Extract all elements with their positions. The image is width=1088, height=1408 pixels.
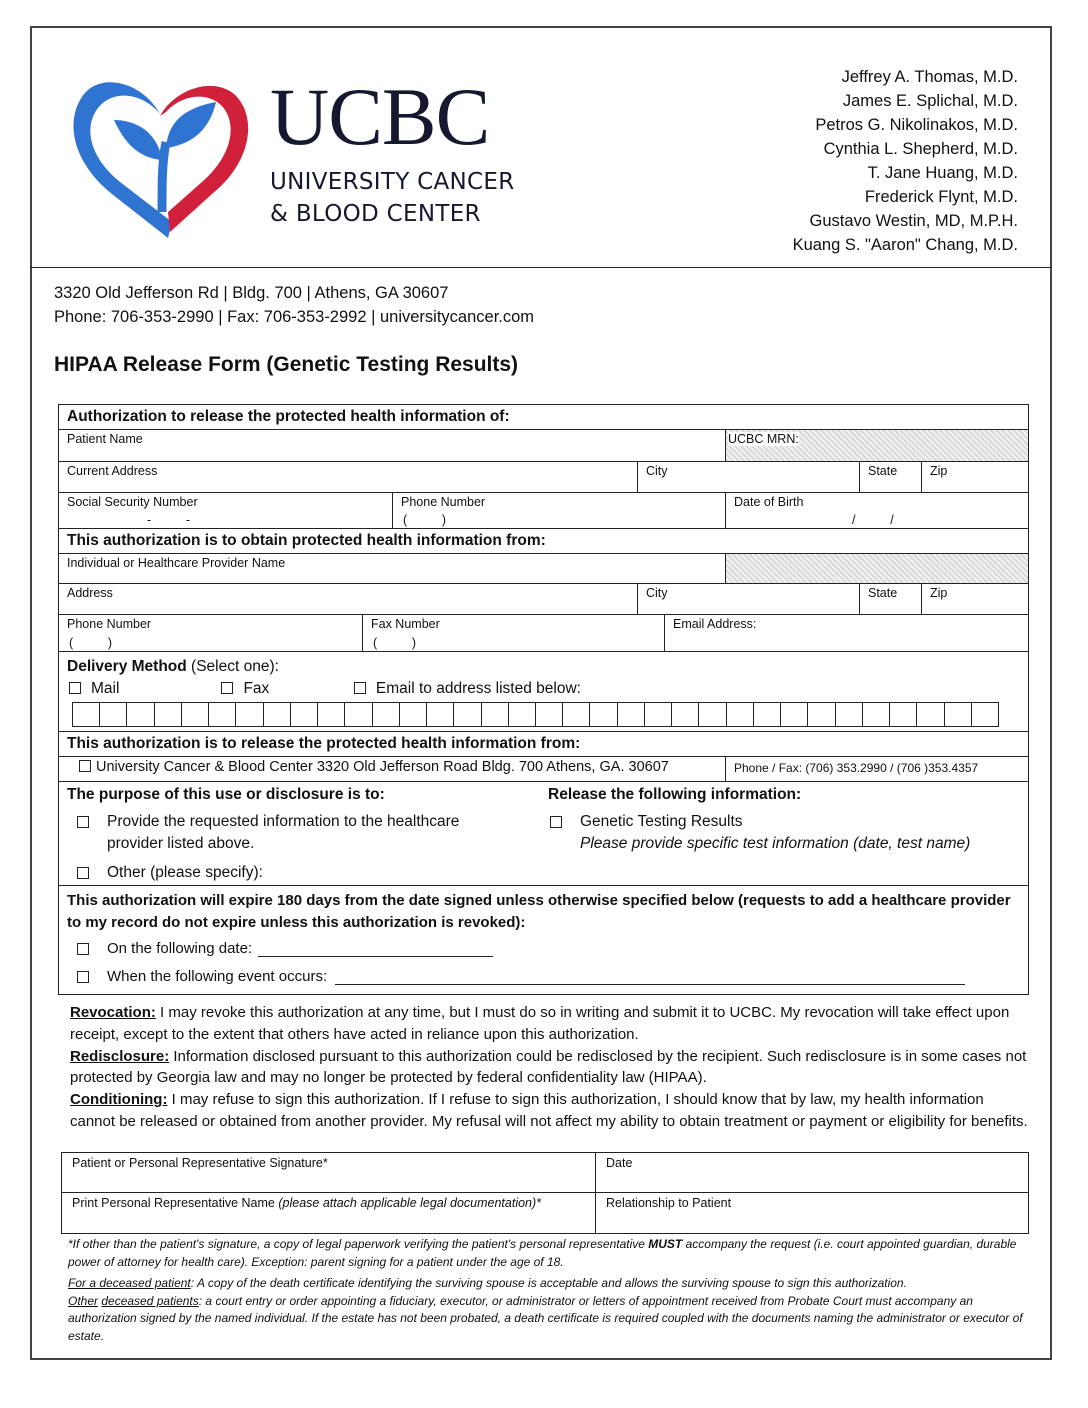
- email-char-box[interactable]: [400, 703, 427, 726]
- expire-date-input[interactable]: [258, 941, 493, 957]
- signature-date-field[interactable]: [596, 1153, 1028, 1192]
- other-label-2: deceased patients: [101, 1293, 199, 1308]
- physician-name: Jeffrey A. Thomas, M.D.: [841, 68, 1018, 86]
- provider-contact-row: [59, 615, 1028, 652]
- dob-label: Date of Birth: [734, 495, 804, 509]
- email-char-box[interactable]: [972, 703, 998, 726]
- brand-line-1: UNIVERSITY CANCER: [270, 169, 515, 195]
- checkbox-icon[interactable]: [69, 682, 81, 694]
- redisclosure-paragraph: [70, 1046, 1030, 1090]
- release-from-heading: This authorization is to release the protected health information from:: [67, 735, 581, 752]
- representative-row: [62, 1193, 1028, 1233]
- delivery-mail-option[interactable]: [69, 678, 217, 700]
- mrn-label: UCBC MRN:: [728, 432, 799, 446]
- delivery-options: [59, 678, 1028, 700]
- expire-event-option[interactable]: [67, 966, 1020, 988]
- conditioning-paragraph: [70, 1089, 1030, 1133]
- representative-name-field[interactable]: [62, 1193, 596, 1233]
- deceased-label: For a deceased patient: [68, 1276, 191, 1290]
- email-char-box[interactable]: [781, 703, 808, 726]
- email-char-box[interactable]: [727, 703, 754, 726]
- email-char-box[interactable]: [345, 703, 372, 726]
- signature-table: [61, 1152, 1029, 1234]
- checkbox-icon[interactable]: [221, 682, 233, 694]
- genetic-testing-option[interactable]: [548, 811, 1020, 856]
- footnote-emphasis: MUST: [648, 1237, 683, 1251]
- email-char-box[interactable]: [373, 703, 400, 726]
- expire-event-input[interactable]: [335, 969, 965, 985]
- revocation-label: Revocation:: [70, 1004, 156, 1021]
- provider-phone-field[interactable]: [59, 615, 363, 651]
- ssn-hint: - -: [147, 513, 191, 527]
- ucbc-release-label: University Cancer & Blood Center 3320 Old Jefferson Road Bldg. 700 Athens, GA. 30607: [96, 759, 669, 775]
- option-label: Other (please specify):: [107, 863, 263, 881]
- patient-city-field[interactable]: [638, 462, 860, 492]
- delivery-heading: [59, 656, 1028, 678]
- ssn-field[interactable]: [59, 493, 393, 528]
- deceased-footnote: [68, 1275, 1028, 1345]
- legal-terms: [70, 1002, 1030, 1133]
- header-divider: [30, 267, 1052, 268]
- provider-phone-label: Phone Number: [67, 617, 152, 631]
- option-label: Genetic Testing Results: [580, 812, 743, 830]
- patient-section-heading: Authorization to release the protected health information of:: [67, 408, 510, 425]
- release-from-row: [59, 757, 1028, 782]
- expiration-section: [59, 886, 1028, 994]
- email-char-box[interactable]: [100, 703, 127, 726]
- email-character-boxes[interactable]: [72, 702, 999, 727]
- mrn-field: [726, 430, 1028, 461]
- purpose-release-row: [59, 782, 1028, 886]
- redisclosure-label: Redisclosure:: [70, 1047, 170, 1065]
- revocation-paragraph: [70, 1002, 1030, 1046]
- footnote-text: *If other than the patient's signature, a copy of legal paperwork verifying the patient's personal representative: [68, 1237, 649, 1251]
- email-char-box[interactable]: [236, 703, 263, 726]
- provider-name-label: Individual or Healthcare Provider Name: [67, 556, 286, 570]
- city-label: City: [646, 464, 668, 478]
- authorization-form: [58, 404, 1029, 995]
- email-char-box[interactable]: [291, 703, 318, 726]
- email-char-box[interactable]: [836, 703, 863, 726]
- fax-hint: ( ): [373, 636, 417, 650]
- physician-name: T. Jane Huang, M.D.: [867, 164, 1018, 182]
- checkbox-icon[interactable]: [79, 760, 91, 772]
- email-char-box[interactable]: [536, 703, 563, 726]
- patient-name-row: [59, 430, 1028, 462]
- conditioning-text: I may refuse to sign this authorization. If I refuse to sign this authorization, I should know that by law, my health information cannot be released or obtained from another provider. My refusal will not affect my ability to obtain treatment or payment or eligibility for benefits.: [70, 1091, 1028, 1130]
- footnote-text: accompany the request (i.e. court appointed guardian, durable power of attorney for health care). Exception: parent signing for a patient under the age of 18.: [68, 1237, 1017, 1269]
- ucbc-release-option[interactable]: [59, 757, 726, 781]
- ucbc-phone-fax: Phone / Fax: (706) 353.2990 / (706 )353.4357: [734, 761, 979, 775]
- delivery-heading-bold: Delivery Method: [67, 658, 187, 675]
- email-char-box[interactable]: [945, 703, 972, 726]
- patient-section-heading-row: [59, 405, 1028, 430]
- email-char-box[interactable]: [645, 703, 672, 726]
- email-char-box[interactable]: [699, 703, 726, 726]
- email-char-box[interactable]: [672, 703, 699, 726]
- provider-fax-label: Fax Number: [371, 617, 440, 631]
- patient-name-field[interactable]: [59, 430, 726, 461]
- phone-hint: ( ): [69, 636, 113, 650]
- clinic-phone-fax-web: Phone: 706-353-2990 | Fax: 706-353-2992 | universitycancer.com: [54, 308, 535, 326]
- email-char-box[interactable]: [182, 703, 209, 726]
- city-label: City: [646, 586, 668, 600]
- checkbox-icon[interactable]: [550, 816, 562, 828]
- current-address-label: Current Address: [67, 464, 158, 478]
- email-char-box[interactable]: [563, 703, 590, 726]
- option-label: Mail: [91, 680, 120, 697]
- email-char-box[interactable]: [127, 703, 154, 726]
- provider-section-heading: This authorization is to obtain protected health information from:: [67, 532, 546, 549]
- purpose-section: [59, 782, 540, 885]
- brand-line-2: & BLOOD CENTER: [270, 201, 481, 227]
- provider-fax-field[interactable]: [363, 615, 665, 651]
- zip-label: Zip: [930, 586, 948, 600]
- conditioning-label: Conditioning:: [70, 1091, 168, 1109]
- other-label: Other: [68, 1293, 99, 1308]
- patient-state-field[interactable]: [860, 462, 922, 492]
- other-deceased-text: : a court entry or order appointing a fiduciary, executor, or administrator or letters of appointment received from Probate Court must accompany an authorization signed by the named individual. If the estate has not been probated, a death certificate is required coupled with the documents naming the administrator or executor of estate.: [68, 1293, 1023, 1343]
- delivery-fax-option[interactable]: [221, 678, 349, 700]
- provider-zip-field[interactable]: [922, 584, 1028, 614]
- purpose-other-option[interactable]: [67, 862, 532, 885]
- email-char-box[interactable]: [454, 703, 481, 726]
- phone-label: Phone Number: [401, 495, 486, 509]
- representative-name-label: Print Personal Representative Name: [72, 1196, 279, 1210]
- relationship-field[interactable]: [596, 1193, 1028, 1233]
- email-char-box[interactable]: [618, 703, 645, 726]
- email-char-box[interactable]: [808, 703, 835, 726]
- provider-email-label: Email Address:: [673, 617, 757, 631]
- email-char-box[interactable]: [427, 703, 454, 726]
- representative-footnote: [68, 1236, 1028, 1271]
- revocation-text: I may revoke this authorization at any time, but I must do so in writing and submit it to UCBC. My revocation will take effect upon receipt, except to the extent that others have acted in reliance upon this authorization.: [70, 1004, 1010, 1043]
- physician-list: [793, 65, 1018, 257]
- provider-address-row: [59, 584, 1028, 615]
- provider-email-field[interactable]: [665, 615, 1028, 651]
- signature-label: Patient or Personal Representative Signature*: [72, 1156, 328, 1170]
- physician-name: Petros G. Nikolinakos, M.D.: [815, 116, 1018, 134]
- physician-name: James E. Splichal, M.D.: [842, 92, 1018, 110]
- email-char-box[interactable]: [482, 703, 509, 726]
- heart-sprout-logo-icon: [62, 62, 258, 238]
- deceased-text: : A copy of the death certificate identifying the surviving spouse is acceptable and allows the surviving spouse to sign this authorization.: [190, 1276, 907, 1290]
- release-info-section: [540, 782, 1028, 885]
- release-info-heading: Release the following information:: [548, 786, 802, 803]
- phone-hint: ( ): [403, 513, 447, 527]
- email-char-box[interactable]: [754, 703, 781, 726]
- provider-section-heading-row: [59, 529, 1028, 554]
- patient-zip-field[interactable]: [922, 462, 1028, 492]
- expire-date-option[interactable]: [67, 938, 1020, 960]
- relationship-label: Relationship to Patient: [606, 1196, 732, 1210]
- signature-field[interactable]: [62, 1153, 596, 1192]
- option-label: provider listed above.: [107, 835, 255, 852]
- signature-row: [62, 1153, 1028, 1193]
- email-char-box[interactable]: [155, 703, 182, 726]
- zip-label: Zip: [930, 464, 948, 478]
- physician-name: Frederick Flynt, M.D.: [864, 188, 1018, 206]
- checkbox-icon[interactable]: [77, 867, 89, 879]
- checkbox-icon[interactable]: [354, 682, 366, 694]
- provider-address-label: Address: [67, 586, 113, 600]
- email-char-box[interactable]: [863, 703, 890, 726]
- test-info-note: Please provide specific test information (date, test name): [580, 835, 971, 852]
- email-char-box[interactable]: [590, 703, 617, 726]
- delivery-method-section: [59, 652, 1028, 732]
- provider-name-row: [59, 554, 1028, 584]
- checkbox-icon[interactable]: [77, 943, 89, 955]
- physician-name: Kuang S. "Aaron" Chang, M.D.: [792, 236, 1018, 254]
- redisclosure-text: Information disclosed pursuant to this authorization could be redisclosed by the recipient. Such redisclosure is in some cases not protected by Georgia law and may no longer be protected by federal confidentiality law (HIPAA).: [70, 1047, 1027, 1087]
- footnotes: [68, 1236, 1028, 1349]
- option-label: Fax: [243, 680, 270, 697]
- email-char-box[interactable]: [509, 703, 536, 726]
- provider-name-field[interactable]: [59, 554, 726, 583]
- brand-wordmark: [270, 71, 515, 230]
- physician-name: Gustavo Westin, MD, M.P.H.: [809, 212, 1018, 230]
- delivery-heading-rest: (Select one):: [186, 658, 279, 675]
- email-char-box[interactable]: [209, 703, 236, 726]
- option-label: Email to address listed below:: [375, 680, 581, 697]
- email-char-box[interactable]: [318, 703, 345, 726]
- patient-address-row: [59, 462, 1028, 493]
- brand-acronym: UCBC: [270, 71, 490, 162]
- ssn-label: Social Security Number: [67, 495, 198, 509]
- email-char-box[interactable]: [264, 703, 291, 726]
- physician-name: Cynthia L. Shepherd, M.D.: [823, 140, 1018, 158]
- date-label: Date: [606, 1156, 633, 1170]
- option-label: When the following event occurs:: [107, 968, 328, 985]
- email-char-box[interactable]: [917, 703, 944, 726]
- patient-ids-row: [59, 493, 1028, 529]
- state-label: State: [868, 586, 898, 600]
- checkbox-icon[interactable]: [77, 971, 89, 983]
- purpose-provide-option[interactable]: [67, 811, 532, 856]
- patient-name-label: Patient Name: [67, 432, 143, 446]
- provider-state-field[interactable]: [860, 584, 922, 614]
- clinic-address: 3320 Old Jefferson Rd | Bldg. 700 | Athens, GA 30607: [54, 284, 449, 302]
- email-char-box[interactable]: [73, 703, 100, 726]
- provider-city-field[interactable]: [638, 584, 860, 614]
- option-label: Provide the requested information to the healthcare: [107, 812, 460, 830]
- purpose-heading: The purpose of this use or disclosure is to:: [67, 786, 385, 803]
- email-char-box[interactable]: [890, 703, 917, 726]
- patient-phone-field[interactable]: [393, 493, 726, 528]
- expiration-text: This authorization will expire 180 days from the date signed unless otherwise specified below (requests to add a healthcare provider to my record do not expire unless this authorization is revoked):: [67, 892, 1011, 931]
- checkbox-icon[interactable]: [77, 816, 89, 828]
- representative-name-note: (please attach applicable legal documentation)*: [278, 1196, 542, 1210]
- provider-address-field[interactable]: [59, 584, 638, 614]
- dob-field[interactable]: [726, 493, 1028, 528]
- release-from-heading-row: [59, 732, 1028, 757]
- form-title: HIPAA Release Form (Genetic Testing Results): [54, 353, 519, 376]
- current-address-field[interactable]: [59, 462, 638, 492]
- provider-shaded-field: [726, 554, 1028, 583]
- dob-hint: / /: [852, 513, 894, 527]
- state-label: State: [868, 464, 898, 478]
- delivery-email-option[interactable]: [354, 678, 581, 700]
- clinic-contact: [54, 281, 534, 329]
- option-label: On the following date:: [107, 940, 253, 957]
